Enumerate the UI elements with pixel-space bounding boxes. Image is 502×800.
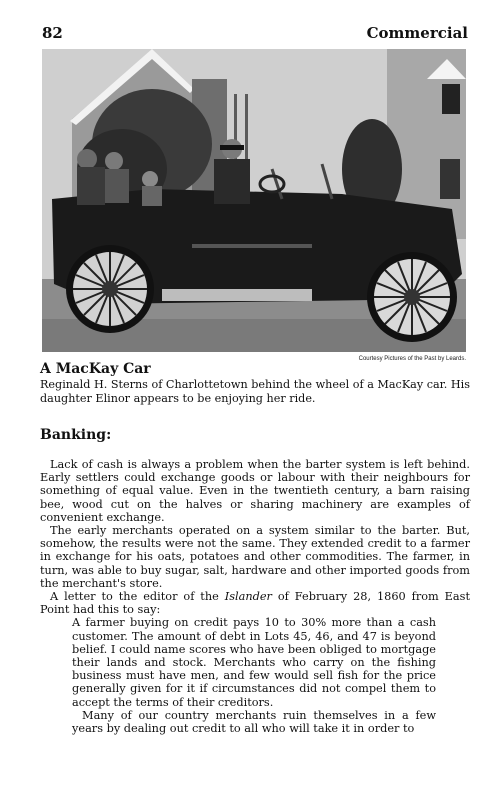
mackay-car-photo	[42, 49, 466, 352]
body-text	[40, 458, 470, 735]
newspaper-name: Islander	[224, 590, 272, 604]
paragraph-text: of February 28, 1860 from East Point had this to say:	[40, 590, 470, 617]
caption-text: Reginald H. Sterns of Charlottetown behind the wheel of a MacKay car. His daughter Elinor appears to be enjoying her ride.	[40, 378, 470, 405]
photo-credit: Courtesy Pictures of the Past by Leards.	[358, 356, 466, 362]
paragraph: The early merchants operated on a system similar to the barter. But, somehow, the results were not the same. They extended credit to a farmer in exchange for his oats, potatoes and other commodities. The farmer, in turn, was able to buy sugar, salt, hardware and other imported goods from the merchant's store.	[40, 524, 470, 590]
running-header: Commercial	[366, 24, 468, 42]
section-title: Banking:	[40, 427, 112, 443]
block-quote: A farmer buying on credit pays 10 to 30% more than a cash customer. The amount of debt in Lots 45, 46, and 47 is beyond belief. I could name scores who have been obliged to mortgage their lands and stock. Merchants who carry on the fishing business must have men, and few would sell fish for the price generally given for it if circumstances did not compel them to accept the terms of their creditors.	[72, 616, 436, 709]
paragraph-text: A letter to the editor of the	[50, 590, 225, 604]
paragraph	[40, 590, 470, 616]
paragraph: Lack of cash is always a problem when the barter system is left behind. Early settlers could exchange goods or labour with their neighbours for something of equal value. Even in the twentieth century, a barn raising bee, wood cut on the halves or sharing machinery are examples of convenient exchange.	[40, 458, 470, 524]
block-quote: Many of our country merchants ruin themselves in a few years by dealing out credit to all who will take it in order to	[72, 708, 436, 736]
page-number: 82	[42, 24, 63, 42]
caption-title: A MacKay Car	[40, 361, 151, 377]
